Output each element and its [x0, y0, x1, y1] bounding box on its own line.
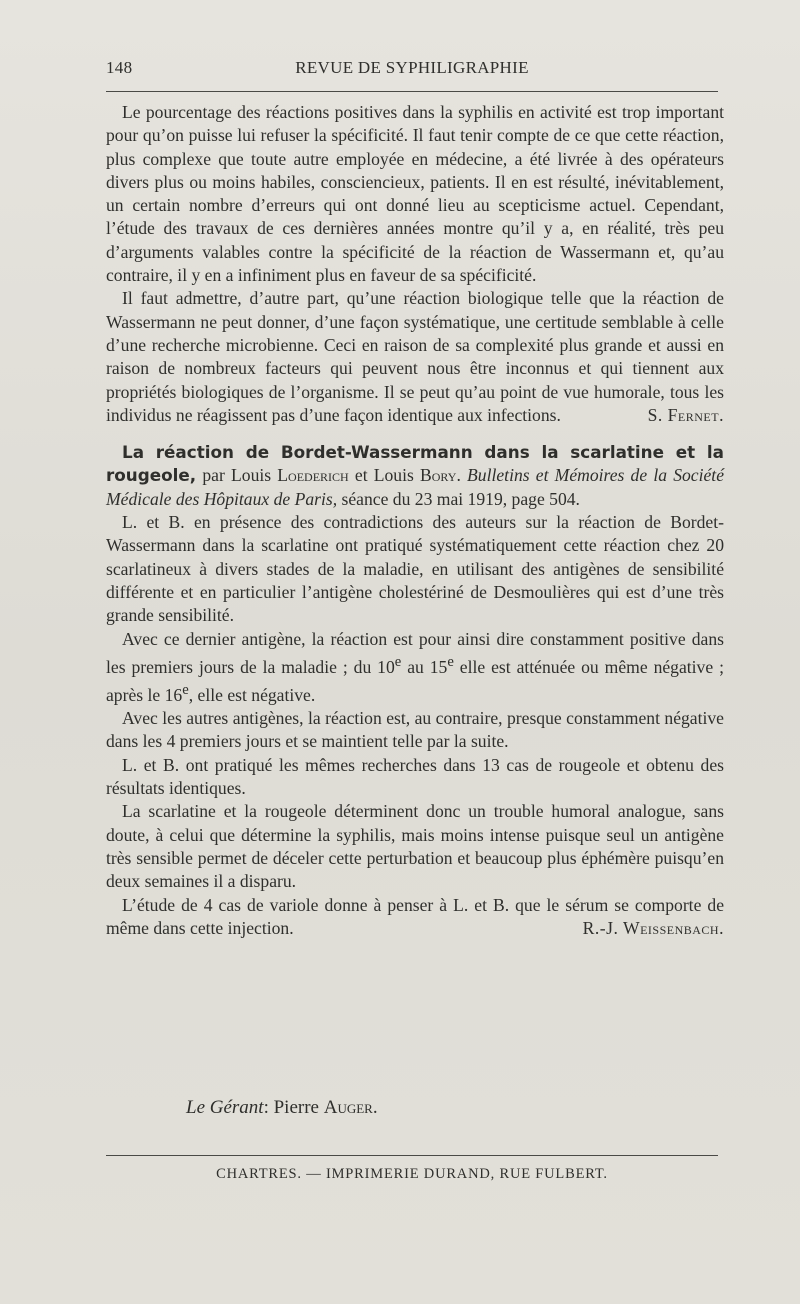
review2-p2-sup-2: e	[447, 653, 454, 670]
review2-paragraph-6-text: L’étude de 4 cas de variole donne à penser à L. et B. que le sérum se comporte de même dans cette injection.	[106, 894, 724, 938]
review2-paragraph-2	[106, 628, 724, 708]
review2-p2-sup-3: e	[182, 681, 189, 698]
review1-signature: S. Fernet.	[647, 404, 724, 425]
review2-source: Bulletins et Mémoires de la Société Médicale des Hôpitaux de Paris,	[106, 465, 725, 509]
running-header	[106, 58, 718, 82]
review1-paragraph-2	[106, 287, 724, 427]
review2-author-2: Bory	[420, 465, 457, 486]
review2-and: et Louis	[348, 465, 421, 486]
footer-rule	[106, 1155, 718, 1156]
review2-p2-a: Avec ce dernier antigène, la réaction est pour ainsi dire constamment positive dans les premiers jours de la maladie ; du 10	[106, 628, 724, 677]
review2-p2-b: au 15	[401, 656, 448, 677]
gerant-line	[186, 1097, 378, 1119]
gerant-first-name: Pierre	[273, 1097, 324, 1118]
review1-paragraph-1: Le pourcentage des réactions positives dans la syphilis en activité est trop important pour qu’on puisse lui refuser la spécificité. Il faut tenir compte de ce que cette réaction, plus complexe que toute autre employée en médecine, a été livrée à des opérateurs divers plus ou moins habiles, consciencieux, patients. Il en est résulté, inévitablement, un certain nombre d’erreurs qui ont donné lieu au scepticisme actuel. Cependant, l’étude des travaux de ces dernières années montre qu’il y a, en réalité, très peu d’arguments valables contre la spécificité de la réaction de Wassermann et, qu’au contraire, il y en a infiniment plus en faveur de sa spécificité.	[106, 102, 724, 286]
gerant-label: Le Gérant	[186, 1097, 264, 1118]
review2-heading	[106, 441, 724, 511]
review2-session: séance du 23 mai 1919, page 504.	[337, 488, 580, 509]
gerant-last-name: Auger.	[323, 1097, 378, 1118]
review2-paragraph-1: L. et B. en présence des contradictions des auteurs sur la réaction de Bordet-Wassermann dans la scarlatine ont pratiqué systématiquement cette réaction chez 20 scarlatineux à divers stades de la maladie, en utilisant des antigènes de sensibilité différente et en particulier l’antigène cholestériné de Desmoulières qui est d’une très grande sensibilité.	[106, 512, 724, 626]
gerant-colon: :	[263, 1097, 274, 1118]
review2-signature: R.-J. Weissenbach.	[582, 917, 724, 938]
review2-paragraph-3: Avec les autres antigènes, la réaction est, au contraire, presque constamment négative dans les 4 premiers jours et se maintient telle par la suite.	[106, 708, 724, 752]
review2-title: La réaction de Bordet-Wassermann dans la scarlatine et la rougeole,	[106, 442, 724, 486]
review1-paragraph-2-text: Il faut admettre, d’autre part, qu’une réaction biologique telle que la réaction de Wassermann ne peut donner, d’une façon systématique, une certitude semblable à celle d’une recherche microbienne. Ceci en raison de sa complexité plus grande et aussi en raison de nombreux facteurs qui peuvent nous être inconnus et qui tiennent aux propriétés biologiques de l’organisme. Il se peut qu’au point de vue humorale, tous les individus ne réagissent pas d’une façon identique aux infections.	[106, 288, 724, 425]
review2-p2-c: elle est atténuée ou même négative ; après le 16	[106, 656, 724, 705]
review2-by: par Louis	[196, 465, 278, 486]
review2-paragraph-4: L. et B. ont pratiqué les mêmes recherches dans 13 cas de rougeole et obtenu des résultats identiques.	[106, 754, 724, 799]
journal-title: REVUE DE SYPHILIGRAPHIE	[295, 58, 529, 77]
article-body	[106, 101, 724, 940]
review2-sep: .	[456, 465, 468, 486]
review2-paragraph-5: La scarlatine et la rougeole déterminent donc un trouble humoral analogue, sans doute, à celui que détermine la syphilis, mais moins intense puisque seul un antigène très sensible permet de déceler cette perturbation et beaucoup plus éphémère puisqu’en deux semaines il a disparu.	[106, 801, 724, 892]
review2-p2-sup-1: e	[394, 653, 402, 670]
page-number: 148	[106, 58, 133, 77]
review2-p2-d: , elle est négative.	[188, 684, 316, 705]
review2-author-1: Loederich	[277, 465, 349, 486]
review2-paragraph-6	[106, 894, 724, 941]
header-rule	[106, 91, 718, 92]
printer-imprint: CHARTRES. — IMPRIMERIE DURAND, RUE FULBERT.	[216, 1166, 608, 1182]
